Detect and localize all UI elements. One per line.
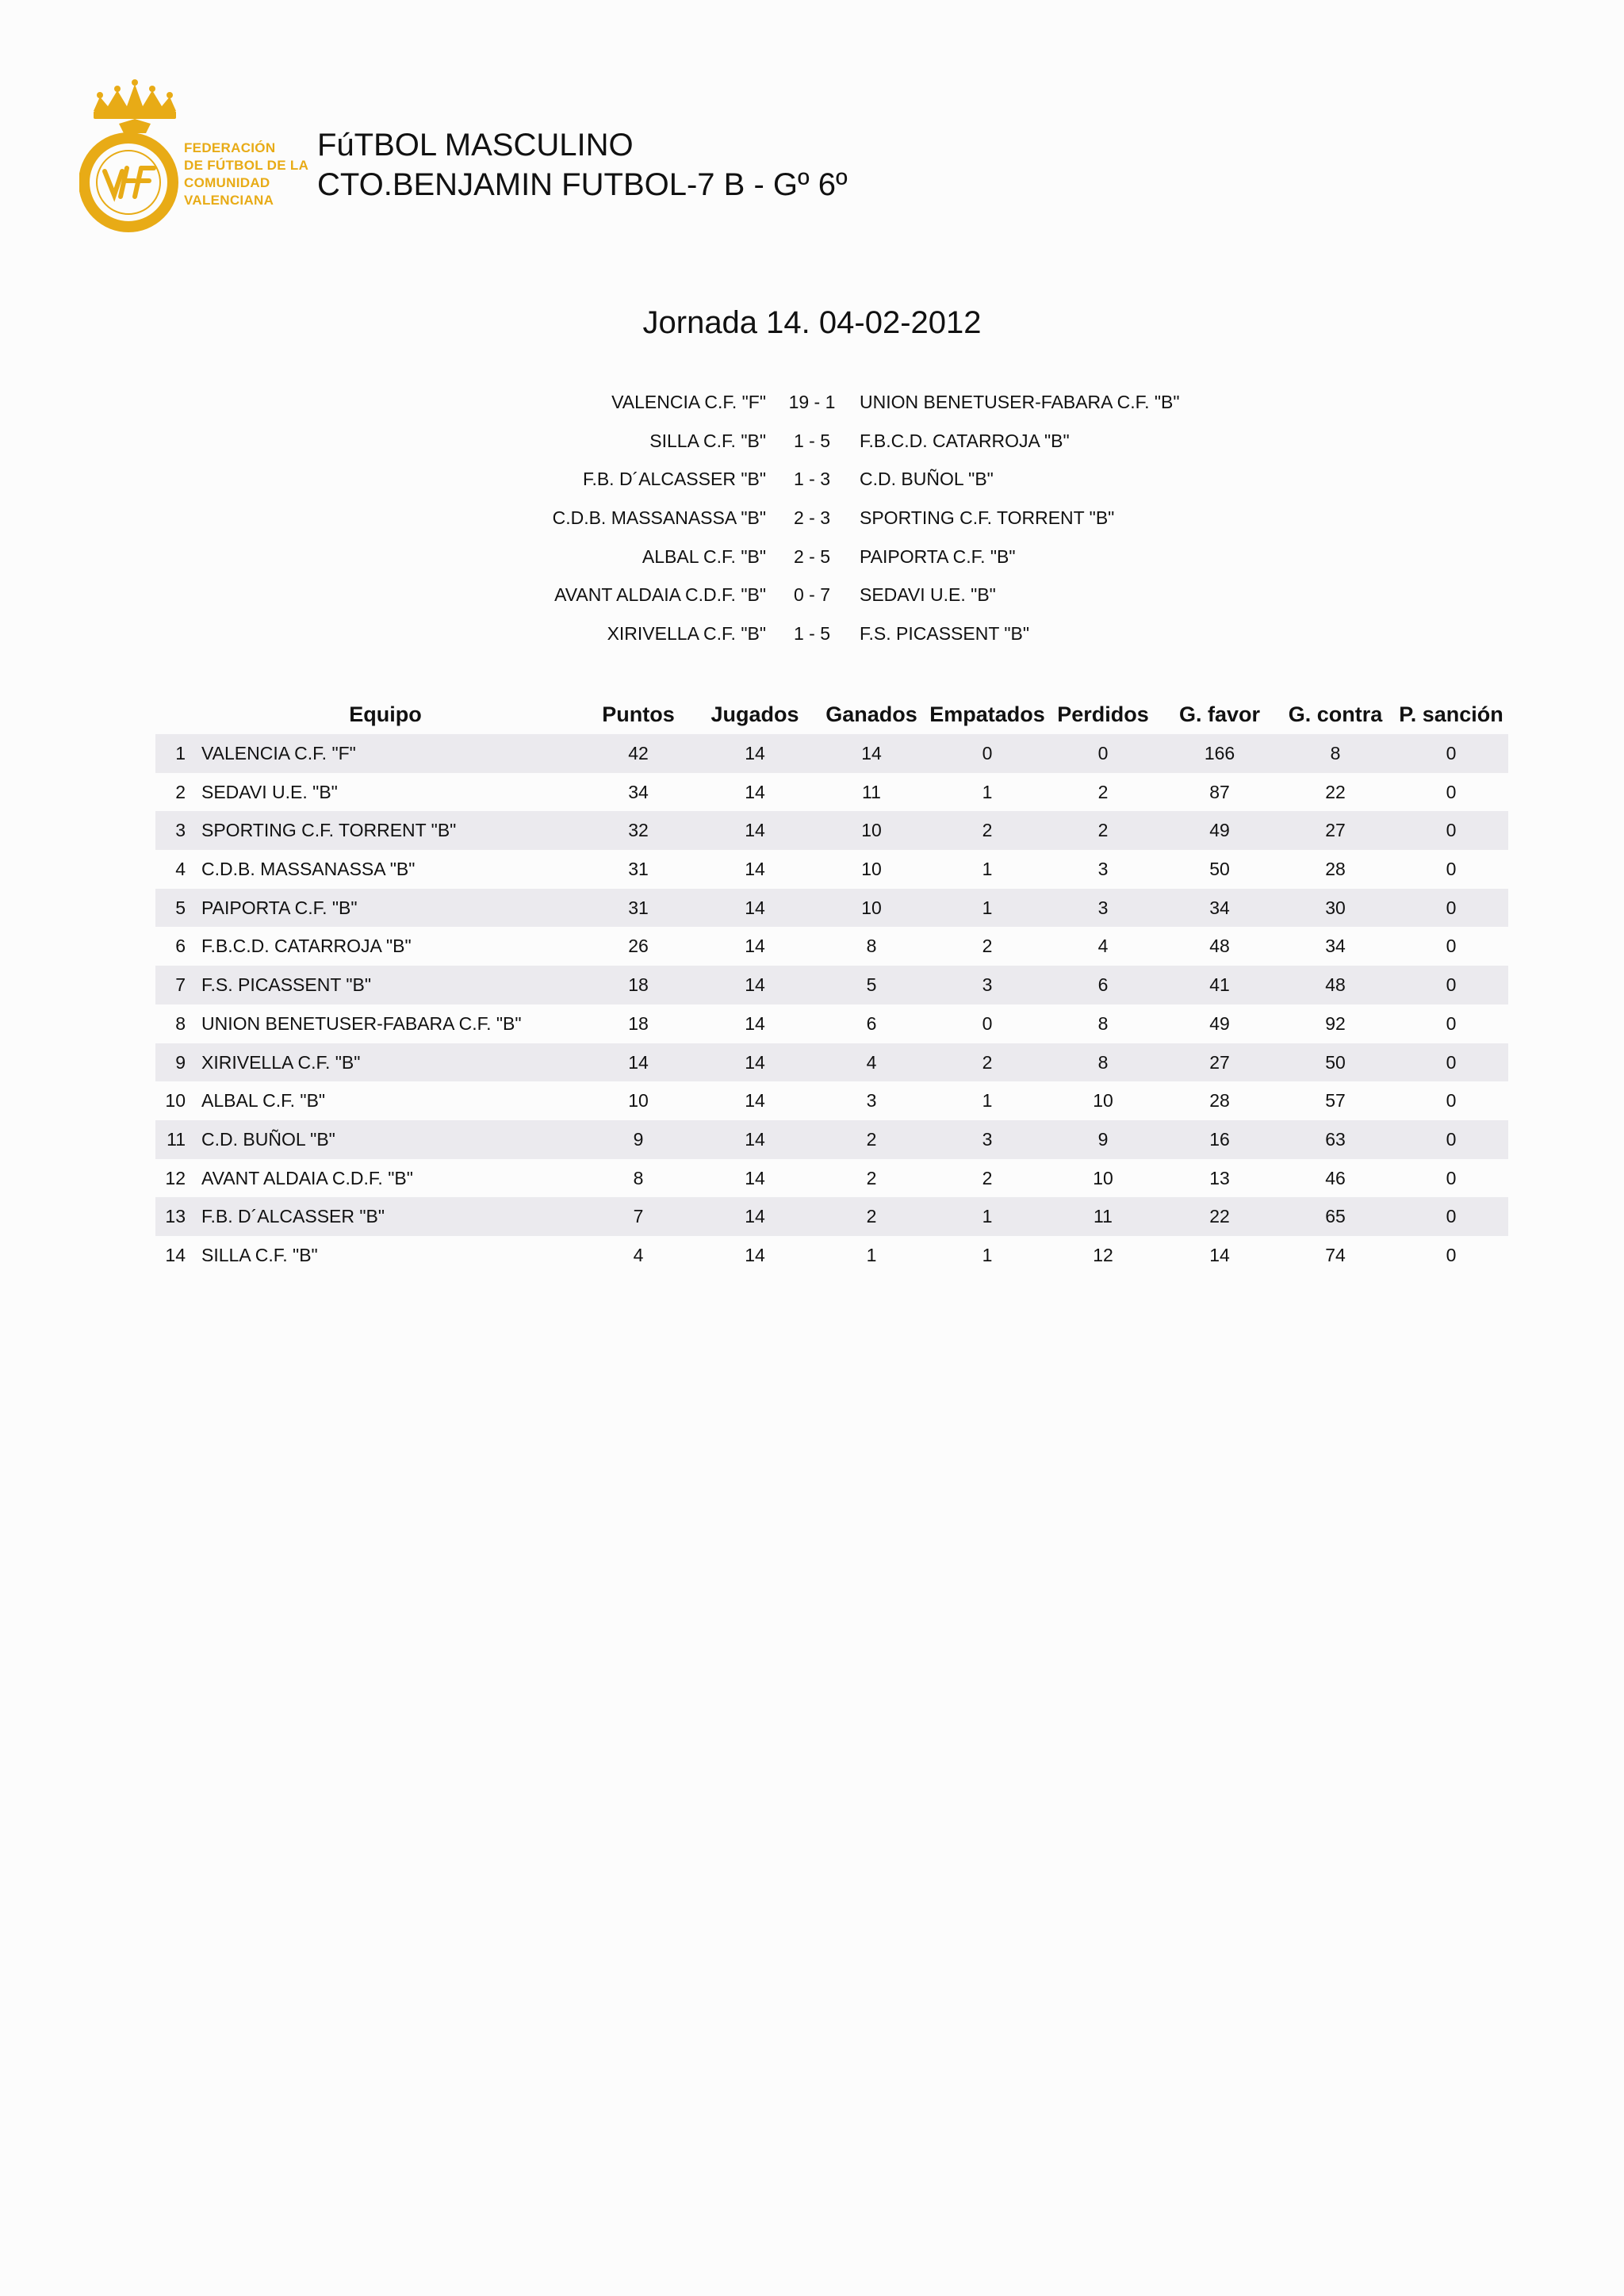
header-goles-contra: G. contra	[1288, 702, 1383, 726]
home-team: F.B. D´ALCASSER "B"	[582, 469, 766, 490]
result-row	[0, 580, 1624, 618]
cell-team: PAIPORTA C.F. "B"	[201, 897, 358, 918]
header-puntos: Puntos	[602, 702, 675, 726]
cell-points: 42	[628, 743, 649, 763]
page-title: FúTBOL MASCULINO	[317, 128, 634, 163]
cell-lost: 2	[1097, 820, 1109, 841]
result-row	[0, 503, 1624, 541]
away-team: F.B.C.D. CATARROJA "B"	[860, 430, 1070, 451]
cell-position: 8	[175, 1012, 186, 1034]
cell-lost: 3	[1097, 859, 1109, 880]
header	[317, 125, 848, 205]
away-team: UNION BENETUSER-FABARA C.F. "B"	[860, 392, 1180, 412]
match-score: 1 - 5	[793, 623, 831, 645]
table-row	[155, 811, 1508, 850]
cell-drawn: 1	[982, 781, 993, 802]
standings-table	[155, 695, 1508, 1275]
cell-goals-against: 57	[1325, 1090, 1346, 1112]
cell-lost: 4	[1097, 936, 1109, 957]
cell-won: 11	[862, 781, 881, 802]
cell-goals-for: 48	[1209, 936, 1230, 957]
cell-penalty-points: 0	[1446, 1128, 1457, 1150]
cell-goals-against: 46	[1325, 1167, 1346, 1188]
result-row	[0, 426, 1624, 465]
crown-emblem-icon	[79, 79, 182, 238]
cell-position: 12	[165, 1167, 186, 1188]
cell-position: 7	[175, 974, 186, 996]
cell-team: F.B.C.D. CATARROJA "B"	[201, 936, 412, 957]
cell-position: 11	[167, 1128, 186, 1150]
round-title: Jornada 14. 04-02-2012	[642, 305, 982, 340]
cell-won: 10	[861, 859, 882, 880]
cell-won: 10	[861, 820, 882, 841]
cell-lost: 6	[1097, 974, 1109, 996]
home-team: C.D.B. MASSANASSA "B"	[552, 507, 766, 529]
header-goles-favor: G. favor	[1178, 702, 1261, 726]
cell-lost: 2	[1097, 781, 1109, 802]
cell-drawn: 1	[982, 1206, 993, 1227]
cell-goals-for: 166	[1204, 743, 1235, 763]
cell-lost: 8	[1097, 1051, 1109, 1073]
cell-lost: 9	[1097, 1128, 1109, 1150]
cell-team: AVANT ALDAIA C.D.F. "B"	[201, 1167, 413, 1188]
cell-won: 4	[866, 1051, 877, 1073]
cell-played: 14	[745, 936, 765, 957]
cell-team: ALBAL C.F. "B"	[201, 1090, 326, 1112]
match-results	[0, 387, 1624, 657]
logo-line: VALENCIANA	[184, 193, 274, 208]
home-team: SILLA C.F. "B"	[649, 430, 766, 451]
header-ganados: Ganados	[825, 702, 917, 726]
cell-goals-for: 49	[1209, 820, 1230, 841]
home-team: ALBAL C.F. "B"	[642, 545, 766, 567]
cell-goals-for: 14	[1209, 1244, 1230, 1265]
cell-position: 1	[175, 743, 186, 763]
cell-drawn: 1	[982, 859, 993, 880]
cell-played: 14	[745, 743, 765, 763]
cell-penalty-points: 0	[1446, 743, 1457, 763]
cell-played: 14	[745, 1167, 765, 1188]
cell-points: 8	[633, 1167, 644, 1188]
result-row	[0, 618, 1624, 657]
table-row	[155, 927, 1508, 966]
cell-points: 32	[628, 820, 649, 841]
cell-goals-against: 74	[1325, 1244, 1346, 1265]
cell-played: 14	[745, 1244, 765, 1265]
cell-position: 5	[175, 897, 186, 918]
cell-points: 34	[628, 781, 649, 802]
cell-team: UNION BENETUSER-FABARA C.F. "B"	[201, 1012, 522, 1034]
cell-team: XIRIVELLA C.F. "B"	[201, 1051, 361, 1073]
cell-drawn: 0	[982, 1012, 993, 1034]
cell-goals-against: 22	[1325, 781, 1346, 802]
cell-drawn: 1	[982, 1244, 993, 1265]
cell-team: VALENCIA C.F. "F"	[201, 743, 356, 763]
cell-drawn: 1	[982, 1090, 993, 1112]
cell-played: 14	[745, 781, 765, 802]
logo-line: COMUNIDAD	[184, 175, 270, 190]
cell-drawn: 2	[982, 820, 993, 841]
away-team: C.D. BUÑOL "B"	[860, 469, 994, 490]
cell-goals-against: 28	[1325, 859, 1346, 880]
cell-position: 6	[175, 936, 186, 957]
header-empatados: Empatados	[929, 702, 1045, 726]
cell-won: 2	[866, 1167, 877, 1188]
table-row	[155, 773, 1508, 812]
cell-goals-against: 30	[1325, 897, 1346, 918]
table-row	[155, 734, 1508, 773]
table-row	[155, 1081, 1508, 1120]
cell-goals-against: 8	[1330, 743, 1341, 763]
match-score: 2 - 5	[793, 545, 831, 567]
federation-name	[184, 140, 308, 209]
cell-goals-for: 27	[1209, 1051, 1230, 1073]
cell-points: 14	[628, 1051, 649, 1073]
table-row	[155, 1004, 1508, 1043]
cell-lost: 11	[1094, 1206, 1113, 1227]
cell-penalty-points: 0	[1446, 820, 1457, 841]
cell-lost: 3	[1097, 897, 1109, 918]
cell-drawn: 2	[982, 1051, 993, 1073]
cell-penalty-points: 0	[1446, 1244, 1457, 1265]
cell-played: 14	[745, 974, 765, 996]
cell-penalty-points: 0	[1446, 1090, 1457, 1112]
cell-team: F.S. PICASSENT "B"	[201, 974, 372, 996]
cell-penalty-points: 0	[1446, 1206, 1457, 1227]
cell-drawn: 0	[982, 743, 993, 763]
federation-logo	[79, 79, 309, 238]
table-row	[155, 1236, 1508, 1275]
cell-goals-against: 50	[1325, 1051, 1346, 1073]
result-row	[0, 541, 1624, 580]
result-row	[0, 387, 1624, 426]
cell-position: 10	[165, 1090, 186, 1112]
cell-drawn: 2	[982, 936, 993, 957]
table-row	[155, 1159, 1508, 1198]
cell-goals-for: 87	[1209, 781, 1230, 802]
cell-drawn: 3	[982, 1128, 993, 1150]
cell-won: 14	[861, 743, 882, 763]
cell-position: 2	[175, 781, 186, 802]
header-equipo: Equipo	[349, 702, 422, 726]
cell-lost: 10	[1093, 1090, 1113, 1112]
standings-header-row	[155, 695, 1508, 734]
cell-played: 14	[745, 859, 765, 880]
home-team: VALENCIA C.F. "F"	[611, 392, 766, 412]
cell-points: 18	[628, 974, 649, 996]
match-score: 1 - 5	[793, 430, 831, 451]
cell-penalty-points: 0	[1446, 1051, 1457, 1073]
header-puntos-sancion: P. sanción	[1399, 702, 1503, 726]
home-team: AVANT ALDAIA C.D.F. "B"	[554, 584, 766, 606]
cell-lost: 10	[1093, 1167, 1113, 1188]
cell-drawn: 2	[982, 1167, 993, 1188]
cell-played: 14	[745, 820, 765, 841]
cell-goals-for: 22	[1209, 1206, 1230, 1227]
away-team: SPORTING C.F. TORRENT "B"	[860, 507, 1115, 529]
cell-goals-against: 48	[1325, 974, 1346, 996]
cell-position: 14	[165, 1244, 186, 1265]
table-row	[155, 966, 1508, 1004]
cell-won: 2	[866, 1128, 877, 1150]
cell-goals-for: 50	[1209, 859, 1230, 880]
cell-goals-for: 41	[1209, 974, 1230, 996]
cell-won: 1	[866, 1244, 877, 1265]
cell-position: 9	[175, 1051, 186, 1073]
cell-team: SEDAVI U.E. "B"	[201, 781, 338, 802]
cell-lost: 12	[1093, 1244, 1113, 1265]
cell-penalty-points: 0	[1446, 1167, 1457, 1188]
cell-penalty-points: 0	[1446, 936, 1457, 957]
cell-points: 26	[628, 936, 649, 957]
cell-won: 10	[861, 897, 882, 918]
table-row	[155, 1043, 1508, 1082]
cell-won: 6	[866, 1012, 877, 1034]
away-team: SEDAVI U.E. "B"	[860, 584, 996, 606]
cell-penalty-points: 0	[1446, 974, 1457, 996]
cell-position: 3	[175, 820, 186, 841]
cell-goals-for: 28	[1209, 1090, 1230, 1112]
cell-penalty-points: 0	[1446, 859, 1457, 880]
cell-points: 9	[633, 1128, 644, 1150]
cell-team: C.D. BUÑOL "B"	[201, 1128, 335, 1150]
cell-played: 14	[745, 1051, 765, 1073]
cell-drawn: 1	[982, 897, 993, 918]
table-row	[155, 1120, 1508, 1159]
cell-played: 14	[745, 1206, 765, 1227]
logo-line: FEDERACIÓN	[184, 140, 276, 155]
cell-penalty-points: 0	[1446, 1012, 1457, 1034]
home-team: XIRIVELLA C.F. "B"	[607, 623, 766, 645]
match-score: 0 - 7	[793, 584, 831, 606]
cell-team: C.D.B. MASSANASSA "B"	[201, 859, 416, 880]
cell-lost: 0	[1097, 743, 1109, 763]
cell-points: 7	[633, 1206, 644, 1227]
cell-goals-for: 49	[1209, 1012, 1230, 1034]
cell-points: 4	[633, 1244, 644, 1265]
cell-played: 14	[745, 1012, 765, 1034]
cell-position: 4	[175, 859, 186, 880]
cell-goals-against: 34	[1325, 936, 1346, 957]
cell-points: 31	[628, 897, 649, 918]
table-row	[155, 1197, 1508, 1236]
logo-line: DE FÚTBOL DE LA	[184, 158, 309, 173]
cell-goals-against: 27	[1325, 820, 1346, 841]
table-row	[155, 850, 1508, 889]
cell-goals-against: 92	[1325, 1012, 1346, 1034]
standings-body	[155, 734, 1508, 1275]
header-jugados: Jugados	[710, 702, 799, 726]
cell-played: 14	[745, 1128, 765, 1150]
cell-penalty-points: 0	[1446, 897, 1457, 918]
cell-goals-against: 63	[1325, 1128, 1346, 1150]
competition-subtitle: CTO.BENJAMIN FUTBOL-7 B - Gº 6º	[317, 167, 848, 202]
cell-goals-against: 65	[1325, 1206, 1346, 1227]
cell-goals-for: 13	[1209, 1167, 1230, 1188]
cell-played: 14	[745, 897, 765, 918]
cell-played: 14	[745, 1090, 765, 1112]
cell-goals-for: 16	[1209, 1128, 1230, 1150]
cell-won: 8	[866, 936, 877, 957]
cell-won: 5	[866, 974, 877, 996]
cell-won: 3	[866, 1090, 877, 1112]
header-perdidos: Perdidos	[1057, 702, 1149, 726]
cell-points: 18	[628, 1012, 649, 1034]
cell-points: 10	[628, 1090, 649, 1112]
match-score: 1 - 3	[793, 469, 831, 490]
cell-penalty-points: 0	[1446, 781, 1457, 802]
match-score: 2 - 3	[793, 507, 831, 529]
cell-points: 31	[628, 859, 649, 880]
cell-won: 2	[866, 1206, 877, 1227]
cell-team: SILLA C.F. "B"	[201, 1244, 318, 1265]
away-team: F.S. PICASSENT "B"	[860, 623, 1030, 645]
table-row	[155, 889, 1508, 928]
away-team: PAIPORTA C.F. "B"	[860, 545, 1016, 567]
match-score: 19 - 1	[788, 392, 836, 412]
result-row	[0, 464, 1624, 503]
cell-goals-for: 34	[1209, 897, 1230, 918]
cell-drawn: 3	[982, 974, 993, 996]
cell-team: F.B. D´ALCASSER "B"	[201, 1206, 385, 1227]
cell-team: SPORTING C.F. TORRENT "B"	[201, 820, 457, 841]
cell-lost: 8	[1097, 1012, 1109, 1034]
cell-position: 13	[165, 1206, 186, 1227]
